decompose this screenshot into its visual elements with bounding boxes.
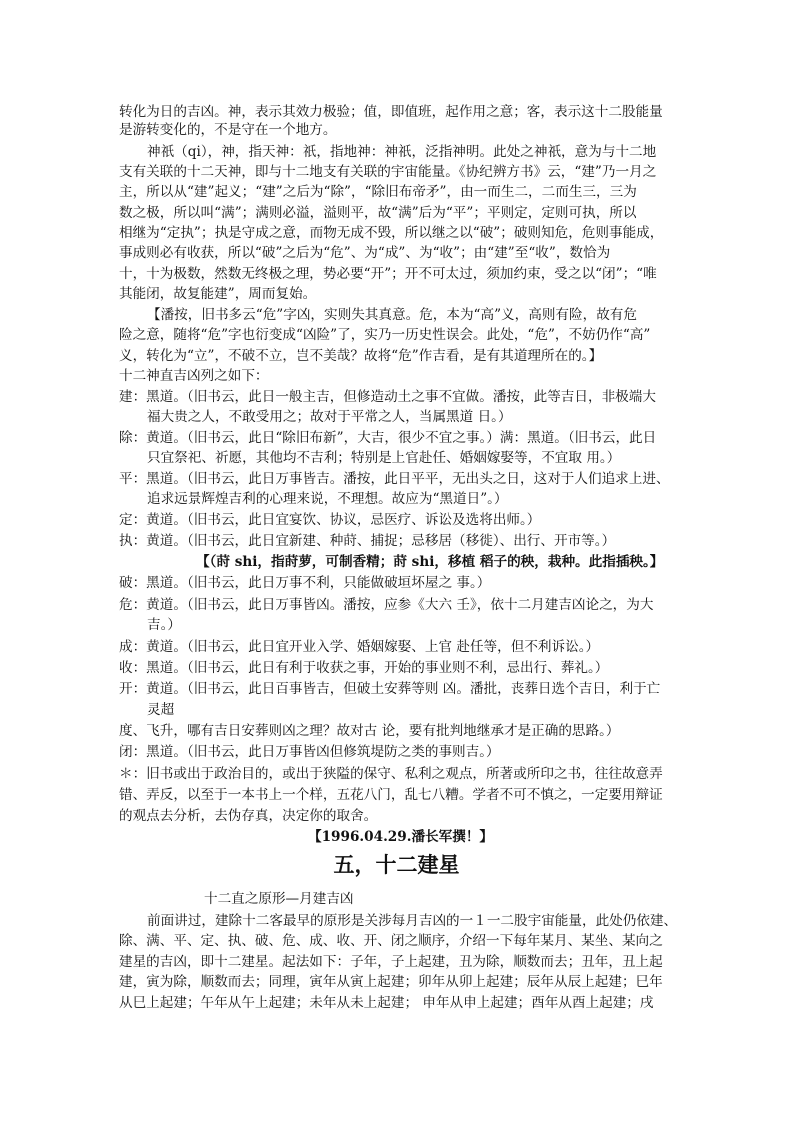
text-line: 破：黑道。（旧书云，此日万事不利，只能做破垣坏屋之 事。） [119,575,491,591]
text-line: 其能闭，故复能建”，周而复始。 [119,286,317,302]
text-line: 数之极，所以叫“满”；满则必溢，溢则平，故“满”后为“平”；平则定，定则可执，所以 [119,205,637,221]
text-line: 灵超 [147,702,175,718]
text-line: 【潘按，旧书多云“危”字凶，实则失其真意。危，本为“高”义，高则有险，故有危 [147,307,637,323]
text-line: 支有关联的十二天神，即与十二地支有关联的宇宙能量。《协纪辨方书》云，“建”乃一月之 [119,164,657,180]
text-line: 前面讲过，建除十二客最早的原形是关涉每月吉凶的一１一二股宇宙能量，此处仍依建、 [147,913,678,929]
text-line: 除、满、平、定、执、破、危、成、收、开、闭之顺序，介绍一下每年某月、某坐、某向之 [119,933,663,949]
text-line: 收：黑道。（旧书云，此日有利于收获之事，开始的事业则不利，忌出行、葬礼。） [119,660,609,676]
text-line: 开：黄道。（旧书云，此日百事皆吉，但破土安葬等则 凶。潘批，丧葬日选个吉日，利于亡 [119,681,661,697]
subheading: 十二直之原形—月建吉凶 [204,891,354,907]
text-line: 平：黑道。（旧书云，此日万事皆吉。潘按，此日平平，无出头之日，这对于人们追求上进、 [119,471,670,487]
text-line: 主，所以从“建”起义；“建”之后为“除”，“除旧布帝矛”，由一而生二，二而生三，三为 [119,184,637,200]
text-line: 是游转变化的，不是守在一个地方。 [119,122,337,138]
text-line: 十二神直吉凶列之如下： [119,368,269,384]
text-line: 建：黑道。（旧书云，此日一般主吉，但修造动土之事不宜做。潘按，此等吉日，非极端大 [119,389,656,405]
text-line: 危：黄道。（旧书云，此日万事皆凶。潘按，应参《大六 壬》，依十二月建吉凶论之，为大 [119,597,654,613]
text-line: 【（莳 shi，指莳萝，可制香精；莳 shi，移植 稻子的秧，栽种。此指插秧。】 [196,554,664,570]
text-line: 执：黄道。（旧书云，此日宜新建、种莳、捕捉；忌移居（移徙）、出行、开市等。） [119,533,616,549]
text-line: 吉。） [147,617,181,633]
signature-line: 【1996.04.29.潘长军撰！】 [308,829,494,845]
text-line: 神祇（qi），神，指天神：祇，指地神：神祇，泛指神明。此处之神祇，意为与十二地 [147,144,657,160]
text-line: 错、弄反，以至于一本书上一个样，五花八门，乱七八糟。学者不可不慎之，一定要用辩证 [119,787,663,803]
section-heading: 五，十二建星 [333,853,460,877]
text-line: 的观点去分析，去伪存真，决定你的取舍。 [119,808,378,824]
text-line: 事成则必有收获，所以“破”之后为“危”、为“成”、为“收”；由“建”至“收”，数恰为 [119,245,611,261]
text-line: 从巳上起建；午年从午上起建；未年从未上起建； 申年从申上起建；酉年从酉上起建；戌 [119,995,654,1011]
text-line: 福大贵之人，不敢受用之；故对于平常之人，当属黑道 日。） [147,409,512,425]
text-line: 只宜祭祀、祈愿，其他均不吉利；特别是上官赴任、婚姻嫁娶等，不宜取 用。） [147,450,621,466]
text-line: 义，转化为“立”，不破不立，岂不美哉？故将“危”作吉看，是有其道理所在的。】 [119,348,603,364]
text-line: 成：黄道。（旧书云，此日宜开业入学、婚姻嫁娶、上官 赴任等，但不利诉讼。） [119,639,600,655]
text-line: 险之意，随将“危”字也衍变成“凶险”了，实乃一历史性误会。此处，“危”，不妨仍作“高” [119,327,651,343]
text-line: 定：黄道。（旧书云，此日宜宴饮、协议，忌医疗、诉讼及选将出师。） [119,512,541,528]
text-line: 度、飞升，哪有吉日安葬则凶之理？故对古 论，要有批判地继承才是正确的思路。） [119,723,620,739]
text-line: 十，十为极数，然数无终极之理，势必要“开”；开不可太过，须加约束，受之以“闭”；“唯 [119,266,657,282]
text-line: 闭：黑道。（旧书云，此日万事皆凶但修筑堤防之类的事则吉。） [119,744,500,760]
text-line: ＊：旧书或出于政治目的，或出于狭隘的保守、私利之观点，所著或所印之书，往往故意弄 [119,766,663,782]
text-line: 建，寅为除，顺数而去；同理，寅年从寅上起建；卯年从卯上起建；辰年从辰上起建；巳年 [119,974,663,990]
text-line: 转化为日的吉凶。神，表示其效力极验；值，即值班，起作用之意；客，表示这十二股能量 [119,104,663,120]
text-line: 除：黄道。（旧书云，此日“除旧布新”，大吉，很少不宜之事。）满：黑道。（旧书云，此日 [119,430,657,446]
text-line: 建星的吉凶，即十二建星。起法如下：子年，子上起建，丑为除，顺数而去；丑年，丑上起 [119,954,663,970]
text-line: 追求远景辉煌吉利的心理来说，不理想。故应为“黑道日”。） [147,491,508,507]
text-line: 相继为“定执”；执是守成之意，而物无成不毁，所以继之以“破”；破则知危，危则事能成， [119,225,664,241]
